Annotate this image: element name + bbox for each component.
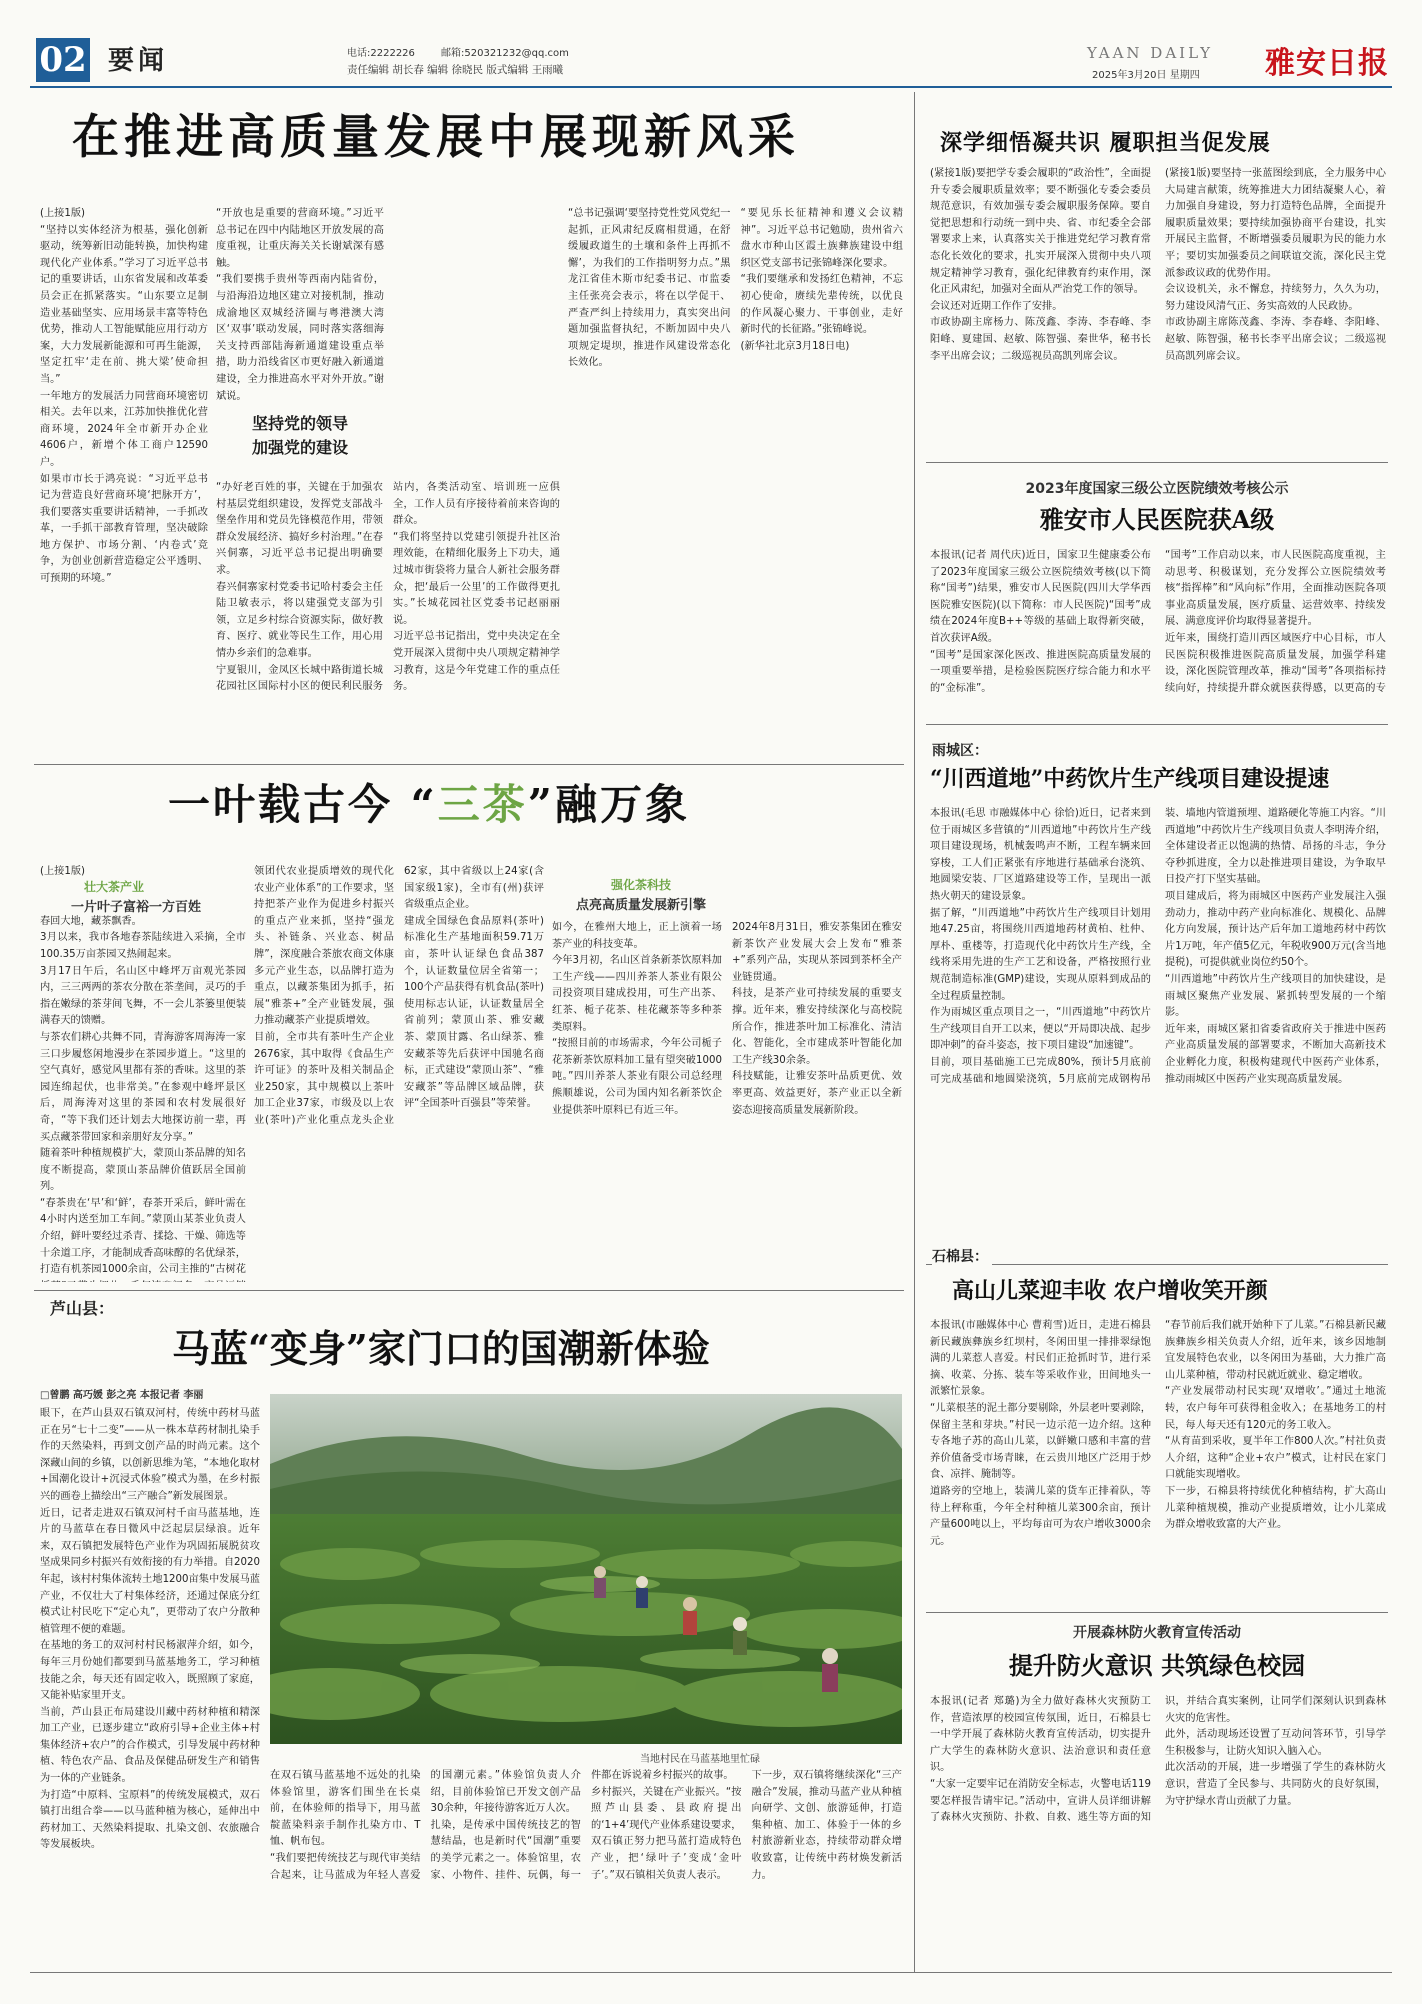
masthead-en-name: YAAN DAILY bbox=[1087, 44, 1213, 62]
hospital-subhead: 2023年度国家三级公立医院绩效考核公示 bbox=[1025, 481, 1289, 497]
top-story-col4: “总书记强调‘要坚持党性党风党纪一起抓，正风肃纪反腐相贯通，在舒缓履政道生的土壤和条件上再抓不懈’，为我们的工作指明努力点。”黑龙江省佳木斯市纪委书记、市监委主任张亮会表示，将在以学促干、严查严纠上持续用力，真实突出问题加强监督执纪，不断加固中央八项规定堤坝，推进作风建设常态化长效化。 “要见乐长征精神和遵义会议精神”。习近平总书记勉励，贵州省六盘水市种山区霞土族彝族建设中组织区党支部书记张锦峰深化要求。 “我们要继承和发扬红色精神，不忘初心使命，赓续先辈传统，以优良的作风凝心聚力、干事创业，走好新时代的长征路。”张锦峰说。 (新华社北京3月18日电) bbox=[568, 208, 903, 369]
shimian-kicker: 石棉县： bbox=[932, 1246, 992, 1266]
divider-lushan-top bbox=[34, 1290, 904, 1291]
vertical-divider-top bbox=[914, 92, 915, 1972]
masthead bbox=[0, 0, 1422, 86]
hospital-body: 本报讯(记者 周代庆)近日，国家卫生健康委公布了2023年度国家三级公立医院绩效考核(以下简称“国考”)结果，雅安市人民医院(四川大学华西医院雅安医院)(以下简称：市人民医院)“国考”成绩在2024年度B++等级的基础上取得新突破，首次获评A级。 “国考”是国家深化医改、推进医院高质量发展的一项重要举措，是检验医院医疗综合能力和水平的“金标准”。 “国考”工作启动以来，市人民医院高度重视，主动思考、积极谋划，充分发挥公立医院绩效考核“指挥棒”和“风向标”作用，全面推动医院各项事业高质量发展，医疗质量、运营效率、持续发展、满意度评价均取得显著提升。 近年来，围绕打造川西区域医疗中心目标，市人民医院积极推进医院高质量发展，加强学科建设，深化医院管理改革，推动“国考”各项指标持续向好，持续提升群众就医获得感，以更高的专 bbox=[930, 550, 1386, 694]
divider-hospital bbox=[926, 724, 1388, 725]
tea-col2: 领团代农业提质增效的现代化农业产业体系”的工作要求，坚持把茶产业作为促进乡村振兴的重点产业来抓，坚持“强龙头、补链条、兴业态、树品牌”，深度融合茶旅农商文体康多元产业生态，以品牌打造为重点，以藏茶集团为抓手，拓展“雅茶+”全产业链发展，强力推动藏茶产业提质增效。 目前，全市共有茶叶生产企业2676家，其中取得《食品生产许可证》的茶叶及相关制品企业250家，其中规模以上茶叶加工企业37家，市级及以上农业(茶叶)产业化重点龙头企业62家，其中省级以上24家(含国家级1家)，全市有(州)获评省级重点企业。 建成全国绿色食品原料(茶叶)标准化生产基地面积59.71万亩，茶叶认证绿色食品387个，认证数量位居全省第一；100个产品获得有机食品(茶叶)使用标志认证，认证数量居全省前列；蒙顶山茶、雅安藏茶、蒙顶甘露、名山绿茶、雅安藏茶等先后获评中国驰名商标，正式建设“蒙顶山茶”、“雅安藏茶”等品牌区域品牌，获评“全国茶叶百强县”等荣誉。 bbox=[254, 866, 544, 1126]
top-story-headline: 在推进高质量发展中展现新风采 bbox=[72, 110, 800, 165]
tea-headline-part-a: 一叶载古今 “ bbox=[168, 780, 438, 829]
lushan-headline: 马蓝“变身”家门口的国潮新体验 bbox=[172, 1326, 710, 1371]
top-story-col1: (上接1版) “坚持以实体经济为根基，强化创新驱动，统筹新旧动能转换，加快构建现代化产业体系。”学习了习近平总书记的重要讲话，山东省发展和改革委员会正在抓紧落实。“山东要立足制造业基础坚实、应用场景丰富等特色优势，推动人工智能赋能应用行动方案，大力发展新能源和可再生能源，坚定扛牢‘走在前、挑大梁’使命担当。” 一年地方的发展活力同营商环境密切相关。去年以来，江苏加快推优化营商环境，2024年全市新开办企业4606户，新增个体工商户12590户。 如果市市长于鸿亮说：“习近平总书记为营造良好营商环境‘把脉开方’，我们要落实重要讲话精神，一手抓改革，一手抓干部教育管理，坚决破除地方保护、市场分割、‘内卷式’竞争，为创业创新营造稳定公平透明、可预期的环境。” bbox=[40, 208, 208, 585]
section-title: 要闻 bbox=[108, 46, 169, 76]
divider-xuexi bbox=[926, 462, 1388, 463]
lushan-col-bottom: 在双石镇马蓝基地不远处的扎染体验馆里，游客们围坐在长桌前，在体验师的指导下，用马蓝靛蓝染料亲手制作扎染方巾、T恤、帆布包。 “我们要把传统技艺与现代审美结合起来，让马蓝成为年轻人喜爱的国潮元素。”体验馆负责人介绍，目前体验馆已开发文创产品30余种，年接待游客近万人次。 扎染，是传承中国传统技艺的智慧结晶，也是新时代“国潮”重要的美学元素之一。体验馆里，农家、小物件、挂件、玩偶，每一件都在诉说着乡村振兴的故事。 乡村振兴，关键在产业振兴。“按照芦山县委、县政府提出的‘1+4’现代产业体系建设要求，双石镇正努力把马蓝打造成特色产业，把‘绿叶子’变成‘金叶子’。”双石镇相关负责人表示。 下一步，双石镇将继续深化“三产融合”发展，推动马蓝产业从种植向研学、文创、旅游延伸，打造集种植、加工、体验于一体的乡村旅游新业态，持续带动群众增收致富，让传统中药材焕发新活力。 bbox=[270, 1770, 902, 1881]
hospital-headline: 雅安市人民医院获A级 bbox=[1039, 505, 1275, 534]
shimian-body: 本报讯(市融媒体中心 曹莉雪)近日，走进石棉县新民藏族彝族乡红坝村，冬闲田里一排排翠绿饱满的儿菜惹人喜爱。村民们正抢抓时节，进行采摘、收菜、分拣、装车等采收作业，田间地头一派繁忙景象。 “儿菜根茎的泥土都分要剔除，外层老叶要剥除，保留主茎和芽块。”村民一边示范一边介绍。这种专各地子苏的高山儿菜，以鲜嫩口感和丰富的营养价值备受市场青睐，在云贵川地区广泛用于炒食、凉拌、腌制等。 道路旁的空地上，装满儿菜的货车正排着队，等待上秤称重，今年全村种植儿菜300余亩，预计产量600吨以上，平均每亩可为农户增收3000余元。 “春节前后我们就开始种下了儿菜。”石棉县新民藏族彝族乡相关负责人介绍，近年来，该乡因地制宜发展特色农业，以冬闲田为基础，大力推广高山儿菜种植，带动村民就近就业、稳定增收。 “产业发展带动村民实现‘双增收’。”通过土地流转，农户每年可获得租金收入；在基地务工的村民，每人每天还有120元的务工收入。 “从育苗到采收，夏半年工作800人次。”村社负责人介绍，这种“企业+农户”模式，让村民在家门口就能实现增收。 下一步，石棉县将持续优化种植结构，扩大高山儿菜种植规模，推动产业提质增效，让小儿菜成为群众增收致富的大产业。 bbox=[930, 1320, 1386, 1547]
tea-headline-highlight: 三茶 bbox=[437, 780, 528, 829]
tea-kicker-1: 壮大茶产业 bbox=[84, 880, 145, 894]
yucheng-body: 本报讯(毛思 市融媒体中心 徐恰)近日，记者来到位于雨城区多营镇的“川西道地”中药饮片生产线项目建设现场，机械轰鸣声不断，工程车辆来回穿梭，工人们正紧张有序地进行基础承台浇筑、地圆梁安装、厂区道路建设等工作，呈现出一派热火朝天的建设景象。 据了解，“川西道地”中药饮片生产线项目计划用地47.25亩，将围绕川西道地药材黄柏、杜仲、厚朴、重楼等，打造现代化中药饮片生产线，全线将采用先进的生产工艺和设备，严格按照行业规范制造标准(GMP)建设，实现从原料到成品的全过程质量控制。 作为雨城区重点项目之一，“川西道地”中药饮片生产线项目自开工以来，便以“开局即决战、起步即冲刺”的奋斗姿态，按下项目建设“加速键”。 目前，项目基础施工已完成80%，预计5月底前可完成基础和地圆梁浇筑，5月底前完成钢构吊装、墙地内管道预埋、道路硬化等施工内容。“川西道地”中药饮片生产线项目负责人李明涛介绍，全体建设者正以饱满的热情、昂扬的斗志，争分夺秒抓进度，全力以赴推进项目建设，为争取早日投产打下坚实基础。 项目建成后，将为雨城区中医药产业发展注入强劲动力，推动中药产业向标准化、规模化、品牌化方向发展，预计达产后年加工道地药材中药饮片1万吨，年产值5亿元，年税收900万元(含当地提税)，可提供就业岗位约50个。 “川西道地”中药饮片生产线项目的加快建设，是雨城区聚焦产业发展、紧抓转型发展的一个缩影。 近年来，雨城区紧扣省委省政府关于推进中医药产业高质量发展的部署要求，不断加大高新技术企业孵化力度，积极构建现代中医药产业体系，推动雨城区中医药产业实现高质量发展。 bbox=[930, 808, 1386, 1085]
xuexi-headline: 深学细悟凝共识 履职担当促发展 bbox=[940, 130, 1271, 156]
masthead-editors: 责任编辑 胡长春 编辑 徐晓民 版式编辑 王雨曦 bbox=[347, 64, 564, 76]
tea-headline bbox=[168, 772, 690, 832]
top-story-subhead: 坚持党的领导 加强党的建设 bbox=[251, 414, 348, 457]
tea-field-photo bbox=[270, 1394, 902, 1744]
divider-shimian bbox=[926, 1612, 1388, 1613]
lushan-byline: □曾鹏 高巧媛 彭之亮 本报记者 李丽 bbox=[40, 1390, 204, 1401]
masthead-email: 邮箱:520321232@qq.com bbox=[441, 48, 569, 59]
yucheng-kicker: 雨城区： bbox=[932, 743, 988, 759]
divider-bottom bbox=[30, 1972, 1392, 1973]
lushan-col1: 眼下，在芦山县双石镇双河村，传统中药材马蓝正在另“七十二变”——从一株本草药材制扎染手作的天然染料，再到文创产品的时尚元素。这个深藏山间的乡镇，以创新思维为笔，“本地化取材+国潮化设计+沉浸式体验”模式为墨，在乡村振兴的画卷上描绘出“三产融合”新发展图景。 近日，记者走进双石镇双河村千亩马蓝基地，连片的马蓝草在春日微风中泛起层层绿浪。近年来，双石镇把发展特色产业作为巩固拓展脱贫攻坚成果同乡村振兴有效衔接的有力举措。自2020年起，该村村集体流转土地1200亩集中发展马蓝产业，不仅壮大了村集体经济，还通过保底分红模式让村民吃下“定心丸”，更带动了农户分散种植管理不便的难题。 在基地的务工的双河村村民杨淑萍介绍，如今，每年三月份她们都要到马蓝基地务工，学习种植技能之余，每天还有固定收入，既照顾了家庭，又能补贴家里开支。 当前，芦山县正布局建设川藏中药材种植和精深加工产业，已逐步建立“政府引导+企业主体+村集体经济+农户”的合作模式，引导发展中药材种植、特色农产品、食品及保健品研发生产和销售为一体的产业链条。 为打造“中原料、宝原料”的传统发展模式，双石镇打出组合拳——以马蓝种植为核心，延伸出中药材加工、天然染料提取、扎染文创、农旅融合等发展板块。 bbox=[40, 1408, 260, 1851]
fire-body: 本报讯(记者 郑璐)为全力做好森林火灾预防工作，营造浓厚的校园宣传氛围，近日，石棉县七一中学开展了森林防火教育宣传活动，切实提升广大学生的森林防火意识、法治意识和责任意识。 “大家一定要牢记在消防安全标志，火警电话119要怎样报告请牢记。”活动中，宣讲人员详细讲解了森林火灾预防、扑救、自救、逃生等方面的知识，并结合真实案例，让同学们深刻认识到森林火灾的危害性。 此外，活动现场还设置了互动问答环节，引导学生积极参与，让防火知识入脑入心。 此次活动的开展，进一步增强了学生的森林防火意识，营造了全民参与、共同防火的良好氛围，为守护绿水青山贡献了力量。 bbox=[930, 1696, 1386, 1824]
fire-headline: 提升防火意识 共筑绿色校园 bbox=[1008, 1651, 1306, 1680]
masthead-tel: 电话:2222226 bbox=[347, 48, 415, 59]
top-story-col2b: “办好老百姓的事，关键在于加强农村基层党组织建设，发挥党支部战斗堡垒作用和党员先锋模范作用，带领群众发展经济、搞好乡村治理。”在春兴侗寨，习近平总书记提出明确要求。 春兴侗寨家村党委书记哈村委会主任陆卫敏表示，将以建强党支部为引领，立足乡村综合资源实际，做好教育、医疗、就业等民生工作，用心用情办乡亲们的急难事。 宁夏银川，金凤区长城中路街道长城花园社区国际村小区的便民利民服务站内，各类活动室、培训班一应俱全，工作人员有序接待着前来咨询的群众。 “我们将坚持以党建引领提升社区治理效能，在精细化服务上下功夫，通过城市街袋将力量合人新社会服务群众，把‘最后一公里’的工作做得更扎实。”长城花园社区党委书记赵丽丽说。 习近平总书记指出，党中央决定在全党开展深入贯彻中央八项规定精神学习教育，这是今年党建工作的重点任务。 bbox=[216, 482, 560, 693]
tea-col1: (上接1版) 春回大地，藏茶飘香。 3月以来，我市各地春茶陆续进入采摘，全市100.35万亩茶园又热闹起来。 3月17日午后，名山区中峰坪万亩观光茶园内，三三两两的茶农分散在茶垄间，灵巧的手指在嫩绿的茶芽间飞舞，不一会儿茶篓里便装满春天的馈赠。 与茶农们耕心共舞不同，青海游客周海涛一家三口步履悠闲地漫步在茶园步道上。“这里的空气真好，感觉风里都有茶的香味。这里的茶园连绵起伏，也非常美。”在参观中峰坪景区后，周海涛对这里的茶园和农村发展很好奇，“等下我们还计划去大地探访前一辈，再买点藏茶带回家和亲朋好友分享。” 随着茶叶种植规模扩大，蒙顶山茶品牌的知名度不断提高，蒙顶山茶品牌价值跃居全国前列。 “春茶贵在‘早’和‘鲜’，春茶开采后，鲜叶需在4小时内送至加工车间。”蒙顶山某茶业负责人介绍，鲜叶要经过杀青、揉捻、干燥、筛选等十余道工序，才能制成香高味醇的名优绿茶，打造有机茶园1000余亩，公司主推的“古树花 bbox=[40, 866, 246, 1276]
top-story-col2: “开放也是重要的营商环境。”习近平总书记在四中内陆地区开放发展的高度重视，让重庆海关关长谢斌深有感触。 “我们要携手贵州等西南内陆省份，与沿海沿边地区建立对接机制，推动成渝地区双城经济圈与粤港澳大湾区‘双事’联动发展，同时落实落细海关支持西部陆海新通道建设重点举措，助力沿线省区市更好融入新通道建设，全力推进高水平对外开放。”谢斌说。 bbox=[216, 208, 384, 402]
page-number-badge: 02 bbox=[36, 38, 90, 82]
divider-tea-top bbox=[34, 764, 904, 765]
tea-sub-2: 点亮高质量发展新引擎 bbox=[575, 898, 706, 913]
newspaper-logo: 雅安日报 bbox=[1265, 46, 1389, 81]
fire-subhead: 开展森林防火教育宣传活动 bbox=[1073, 1625, 1241, 1641]
tea-col3: 如今，在雅州大地上，正上演着一场茶产业的科技变革。 今年3月初，名山区首条新茶饮原料加工生产线——四川养茶人茶业有限公司投资项目建成投用，可生产出茶、红茶、栀子花茶、桂花藏茶等多种茶类原料。 “按照目前的市场需求，今年公司栀子花茶新茶饮原料加工量有望突破1000吨。”四川养茶人茶业有限公司总经理熊顺雄说，公司为国内知名新茶饮企业提供茶叶原料已有近三年。 2024年8月31日，雅安茶集团在雅安新茶饮产业发展大会上发布“雅茶+”系列产品，实现从茶园到茶杯全产业链贯通。 科技，是茶产业可持续发展的重要支撑。近年来，雅安持续深化与高校院所合作，推进茶叶加工标准化、清洁化、智能化，全市建成茶叶智能化加工生产线30余条。 科技赋能，让雅安茶叶品质更优、效率更高、效益更好，茶产业正以全新姿态迎接高质量发展新阶段。 bbox=[552, 922, 902, 1116]
xuexi-body: (紧接1版)要把学专委会履职的“政治性”，全面提升专委会履职质量效率；要不断强化专委会委员规范意识，有效加强专委会履职服务保障。要自觉把思想和行动统一到中央、省、市纪委全会部署要求上来，认真落实关于推进党纪学习教育常态化长效化的要求，扎实开展深入贯彻中央八项规定精神学习教育，强化纪律教育约束作用，深化正风肃纪，加强对全面从严治党工作的领导。 会议还对近期工作作了安排。 市政协副主席杨力、陈茂鑫、李涛、李春峰、李阳峰、夏建国、赵敏、陈智强、秦世华，秘书长李平出席会议；二级巡视员高凯列席会议。 (紧接1版)要坚持一张蓝图绘到底，全力服务中心大局建言献策，统筹推进大力团结凝聚人心，着力加强自身建设，努力打造特色品牌，全面提升履职质量效果；要持续加强协商平台建设，扎实开展民主监督，不断增强委员履职为民的能力水平；要切实加强委员之间联谊交流，深化民主党派参政议政的优势作用。 会议设机关，永不懈怠，持续努力，久久为功，努力建设风清气正、务实高效的人民政协。 市政协副主席陈茂鑫、李涛、李春峰、李阳峰、赵敏、陈智强，秘书长李平出席会议；二级巡视员高凯列席会议。 bbox=[930, 168, 1386, 362]
photo-caption: 当地村民在马蓝基地里忙碌 bbox=[640, 1754, 760, 1765]
masthead-rule bbox=[30, 86, 1392, 88]
tea-headline-part-c: ”融万象 bbox=[527, 780, 690, 829]
shimian-headline: 高山儿菜迎丰收 农户增收笑开颜 bbox=[952, 1278, 1268, 1304]
tea-field-illustration bbox=[270, 1394, 902, 1744]
yucheng-headline: “川西道地”中药饮片生产线项目建设提速 bbox=[930, 766, 1330, 792]
tea-sub-1: 一片叶子富裕一方百姓 bbox=[70, 900, 201, 915]
divider-yucheng bbox=[926, 1264, 1388, 1265]
masthead-date: 2025年3月20日 星期四 bbox=[1092, 70, 1200, 81]
tea-kicker-2: 强化茶科技 bbox=[610, 878, 671, 892]
lushan-kicker: 芦山县： bbox=[50, 1299, 115, 1318]
